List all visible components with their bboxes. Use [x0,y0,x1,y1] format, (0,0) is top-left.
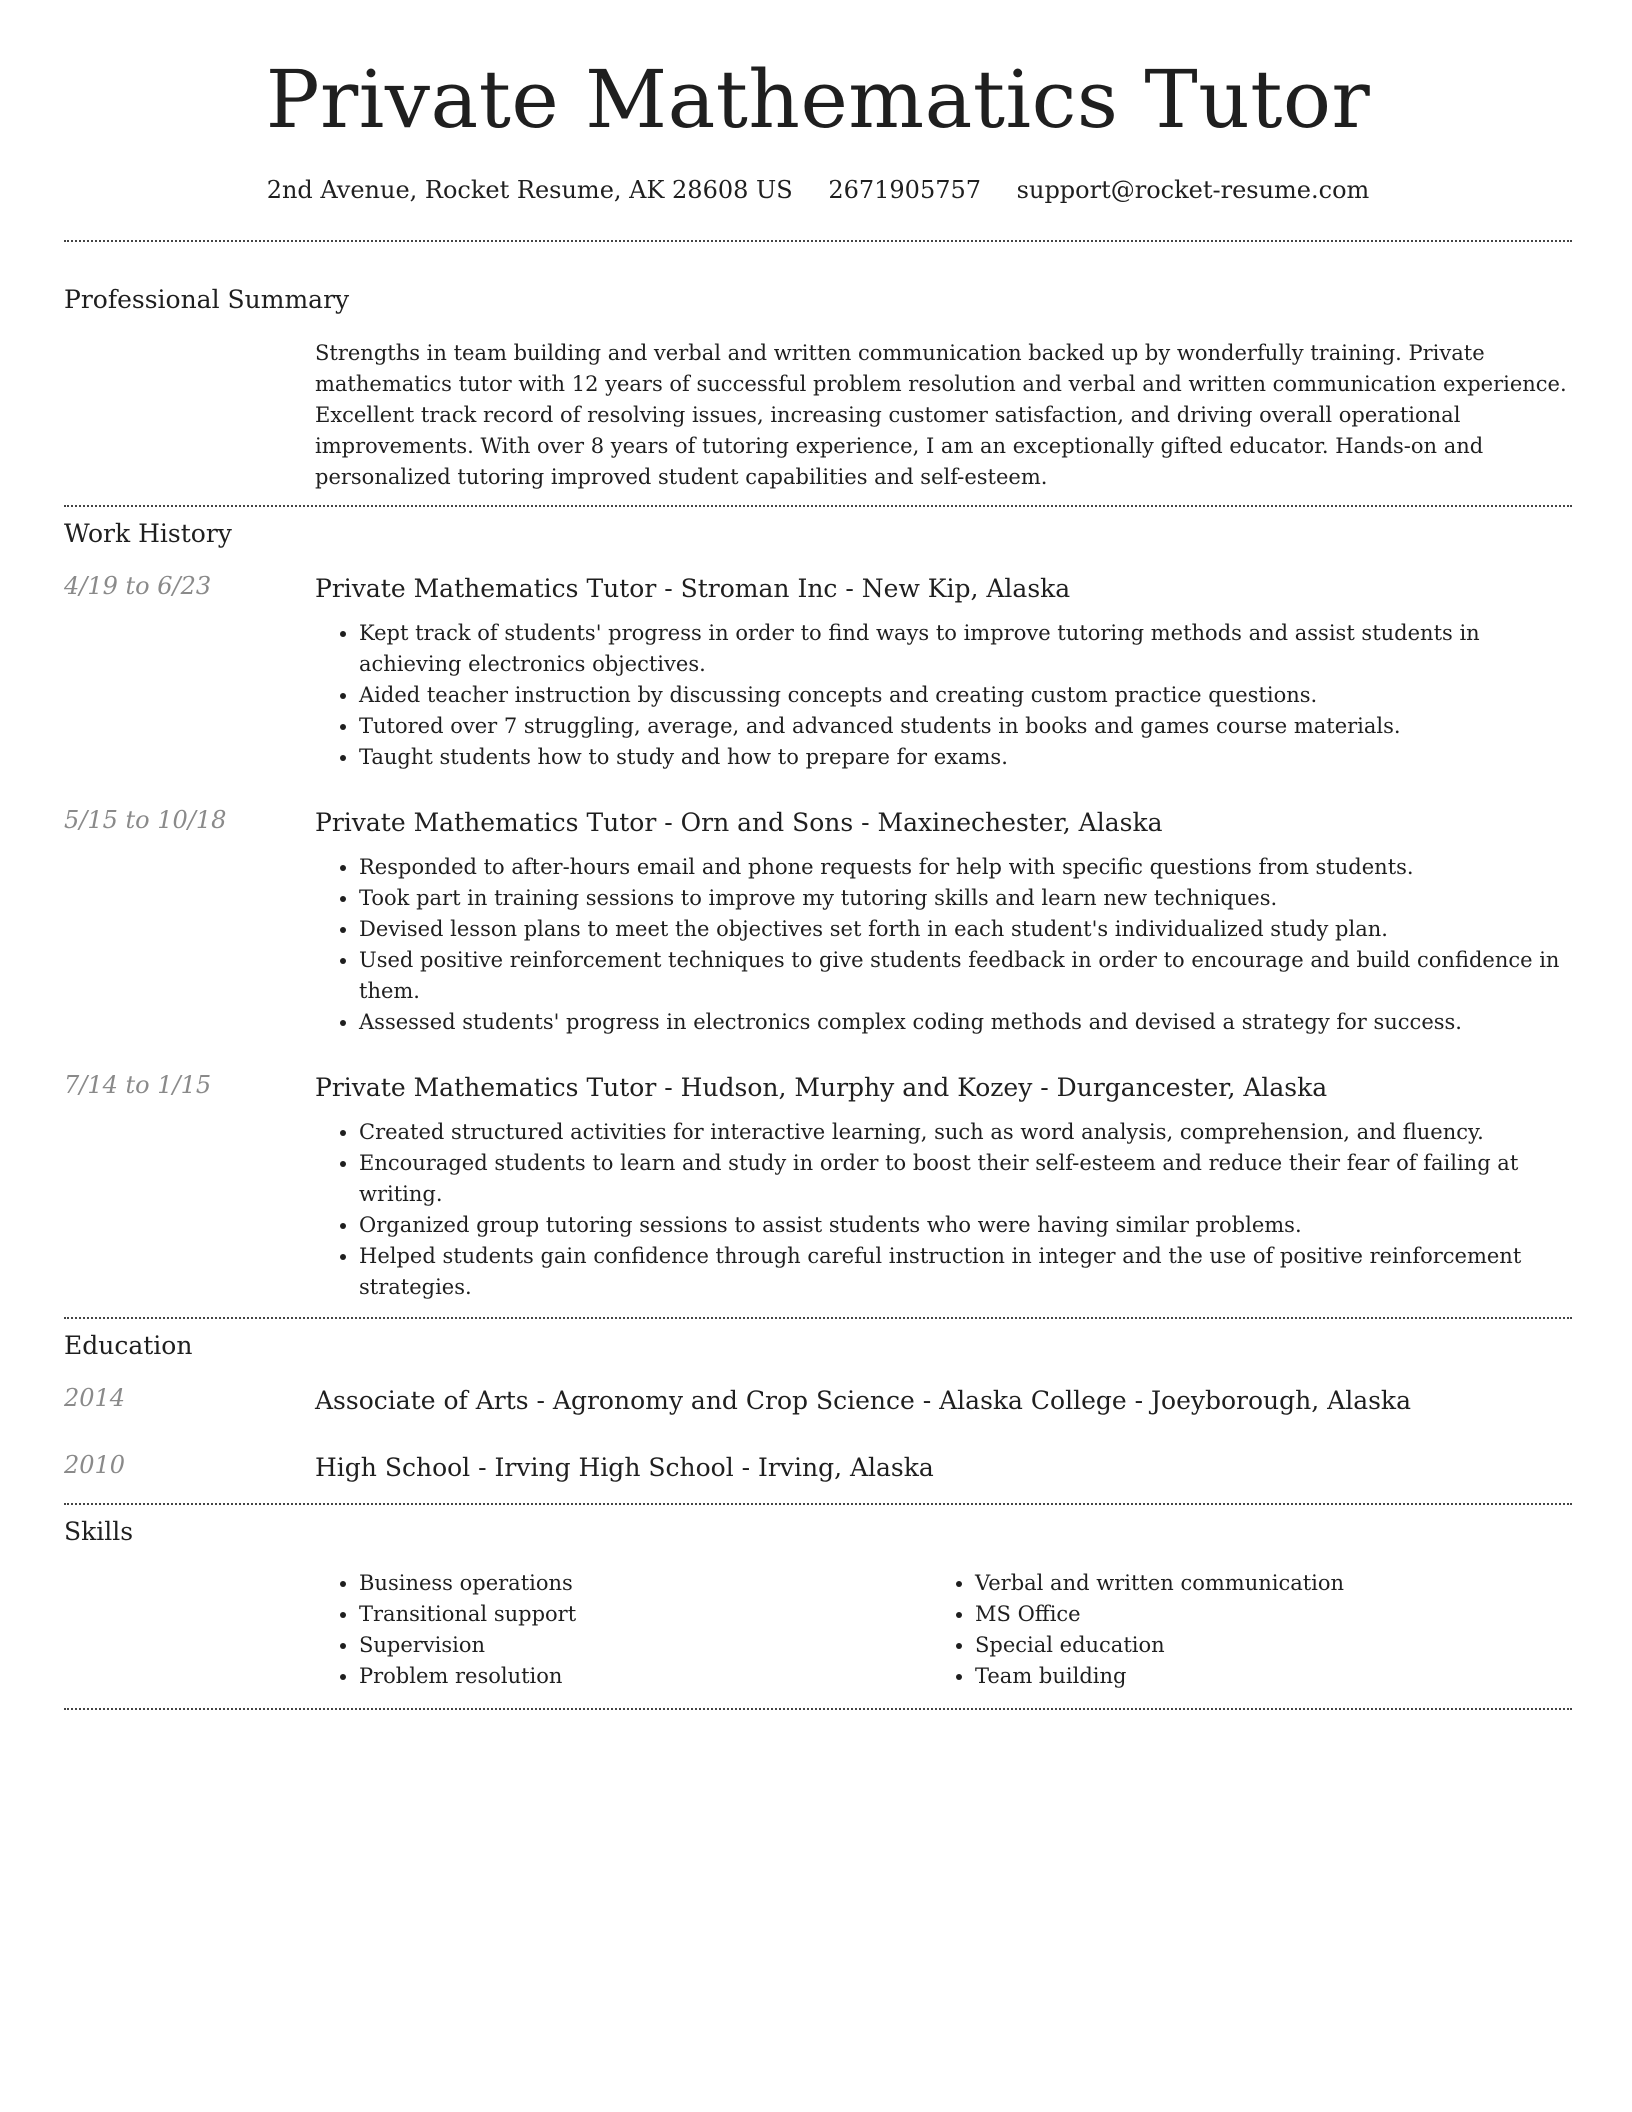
list-item: • Used positive reinforcement techniques to give students feedback in order to encourage and build confidence in them. [359,945,1572,1007]
contact-email: support@rocket-resume.com [1016,176,1370,204]
list-item: • Kept track of students' progress in order to find ways to improve tutoring methods and assist students in achieving electronics objectives. [359,618,1572,680]
section-title-summary: Professional Summary [64,285,350,314]
list-item: • Responded to after-hours email and phone requests for help with specific questions from students. [359,852,1572,883]
contact-address: 2nd Avenue, Rocket Resume, AK 28608 US [266,176,793,204]
list-item: • Taught students how to study and how to prepare for exams. [359,742,1572,773]
job-dates: 5/15 to 10/18 [64,806,227,834]
contact-phone: 2671905757 [828,176,982,204]
education-year: 2014 [64,1384,126,1412]
skills-list-right [931,1568,1547,1692]
divider [64,1317,1572,1319]
skills-list-left [315,1568,931,1692]
list-item: • Helped students gain confidence through careful instruction in integer and the use of positive reinforcement strategies. [359,1241,1572,1303]
summary-text: Strengths in team building and verbal and written communication backed up by wonderfully training. Private mathematics tutor with 12 years of successful problem resolution and verbal and written communication experience. Excellent track record of resolving issues, increasing customer satisfaction, and driving overall operational improvements. With over 8 years of tutoring experience, I am an exceptionally gifted educator. Hands-on and personalized tutoring improved student capabilities and self-esteem. [315,341,1567,489]
list-item: • Devised lesson plans to meet the objectives set forth in each student's individualized study plan. [359,914,1572,945]
divider [64,505,1572,507]
list-item: • Verbal and written communication [975,1568,1547,1599]
divider [64,1503,1572,1505]
section-title-work: Work History [64,519,232,548]
resume-name: Private Mathematics Tutor [265,53,1371,146]
divider [64,240,1572,242]
resume-page [64,0,1572,1710]
list-item: • Organized group tutoring sessions to assist students who were having similar problems. [359,1210,1572,1241]
job-entry [64,572,1572,773]
list-item: • Assessed students' progress in electronics complex coding methods and devised a strategy for success. [359,1007,1572,1038]
education-title: Associate of Arts - Agronomy and Crop Science - Alaska College - Joeyborough, Alaska [315,1386,1411,1415]
skills-columns [315,1568,1572,1692]
list-item: • Created structured activities for interactive learning, such as word analysis, comprehension, and fluency. [359,1117,1572,1148]
education-entry [64,1384,1572,1418]
job-dates: 4/19 to 6/23 [64,572,212,600]
job-entry [64,1071,1572,1303]
job-bullets [315,618,1572,773]
education-section [64,1330,1572,1485]
job-dates: 7/14 to 1/15 [64,1071,212,1099]
divider [64,1708,1572,1710]
section-title-education: Education [64,1331,193,1360]
job-title: Private Mathematics Tutor - Hudson, Murphy and Kozey - Durgancester, Alaska [315,1073,1328,1102]
job-title: Private Mathematics Tutor - Stroman Inc - New Kip, Alaska [315,574,1071,603]
list-item: • Special education [975,1630,1547,1661]
summary-section [64,284,1572,493]
list-item: • Transitional support [359,1599,931,1630]
list-item: • MS Office [975,1599,1547,1630]
work-section [64,518,1572,1303]
list-item: • Took part in training sessions to improve my tutoring skills and learn new techniques. [359,883,1572,914]
list-item: • Team building [975,1661,1547,1692]
list-item: • Encouraged students to learn and study in order to boost their self-esteem and reduce their fear of failing at writing. [359,1148,1572,1210]
list-item: • Tutored over 7 struggling, average, and advanced students in books and games course materials. [359,711,1572,742]
job-entry [64,806,1572,1038]
education-year: 2010 [64,1451,126,1479]
job-bullets [315,852,1572,1038]
education-title: High School - Irving High School - Irving, Alaska [315,1453,934,1482]
list-item: • Aided teacher instruction by discussing concepts and creating custom practice questions. [359,680,1572,711]
contact-line [64,174,1572,206]
education-entry [64,1451,1572,1485]
section-title-skills: Skills [64,1517,134,1546]
job-bullets [315,1117,1572,1303]
job-title: Private Mathematics Tutor - Orn and Sons - Maxinechester, Alaska [315,808,1163,837]
skills-section [64,1516,1572,1692]
list-item: • Supervision [359,1630,931,1661]
list-item: • Business operations [359,1568,931,1599]
list-item: • Problem resolution [359,1661,931,1692]
